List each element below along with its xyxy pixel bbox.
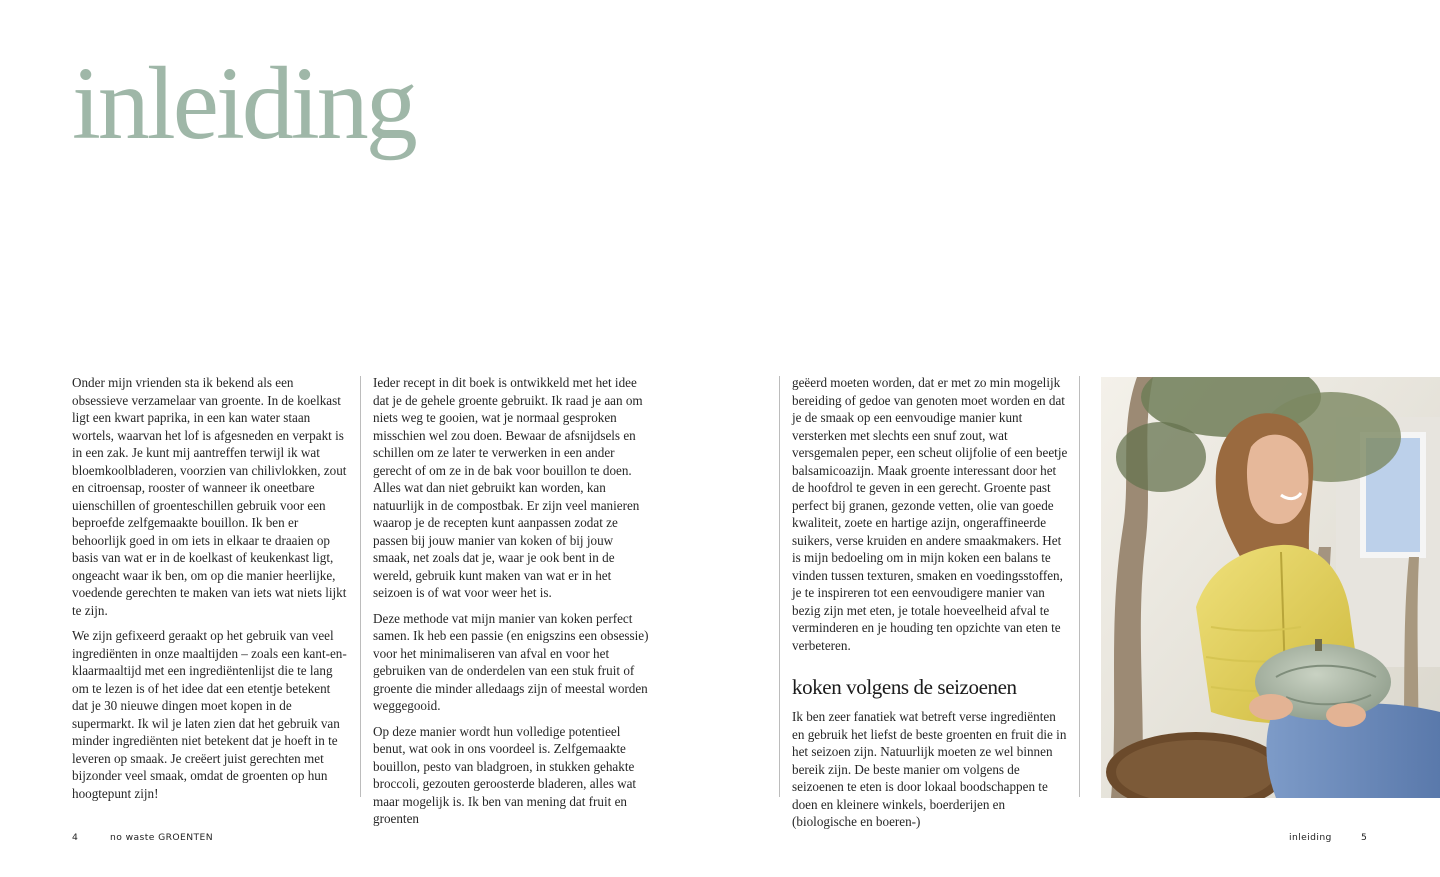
page-number-right: 5 <box>1361 832 1368 843</box>
text-column-middle <box>373 374 649 836</box>
body-paragraph: Onder mijn vrienden sta ik bekend als een obsessieve verzamelaar van groente. In de koelkast ligt een kwart paprika, in een kan water staan wortels, waarvan het lof is afgesneden en verpakt is in een zak. Je kunt mij aantreffen terwijl ik wat bloemkoolbladeren, voorzien van chilivlokken, zout en citroensap, rooster of wanneer ik oneetbare uienschillen of groenteschillen gebruik voor een beproefde zelfgemaakte bouillon. Ik ben er behoorlijk goed in om iets in elkaar te draaien op basis van wat er in de koelkast of keukenkast ligt, ongeacht waar ik ben, om op die manier heerlijke, voedende gerechten te maken van iets wat niets lijkt te zijn. <box>72 375 347 618</box>
body-paragraph: geëerd moeten worden, dat er met zo min mogelijk bereiding of gedoe van genoten moet worden en dat je de smaak op een eenvoudige manier kunt versterken met slechts een snuf zout, wat versgemalen peper, een scheut olijfolie of een beetje balsamicoazijn. Maak groente interessant door het de hoofdrol te geven in een gerecht. Groente past perfect bij granen, gezonde vetten, olie van goede kwaliteit, zoete en hartige azijn, ongeraffineerde suikers, verse kruiden en andere smaakmakers. Het is mijn bedoeling om in mijn koken een balans te vinden tussen texturen, smaken en voedingsstoffen, je te inspireren tot een eenvoudigere manier van bezig zijn met eten, je totale hoeveelheid afval te verminderen en je houding ten opzichte van eten te verbeteren. <box>792 375 1068 653</box>
text-column-left <box>72 374 347 810</box>
running-title-left: no waste GROENTEN <box>110 832 213 843</box>
column-divider <box>1079 376 1080 797</box>
column-divider <box>779 376 780 797</box>
author-photo <box>1101 377 1440 798</box>
section-heading: koken volgens de seizoenen <box>792 675 1017 699</box>
body-paragraph: Op deze manier wordt hun volledige potentieel benut, wat ook in ons voordeel is. Zelfgemaakte bouillon, pesto van bladgroen, in stukken gehakte broccoli, gezouten geroosterde bladeren, alles wat maar mogelijk is. Ik ben van mening dat fruit en groenten <box>373 723 637 826</box>
body-paragraph: Deze methode vat mijn manier van koken perfect samen. Ik heb een passie (en enigszins een obsessie) voor het minimaliseren van afval en voor het gebruiken van de onderdelen van een stuk fruit of groente die minder alledaags zijn of meestal worden weggegooid. <box>373 610 649 713</box>
page-number-left: 4 <box>72 832 79 843</box>
body-paragraph: Ieder recept in dit boek is ontwikkeld met het idee dat je de gehele groente gebruikt. Ik raad je aan om niets weg te gooien, wat je normaal gesproken misschien wel zou doen. Bewaar de afsnijdsels en schillen om ze later te verwerken in een ander gerecht of om ze in de bak voor bouillon te doen. Alles wat dan niet gebruikt kan worden, kan natuurlijk in de compostbak. Er zijn veel manieren waarop je de recepten kunt aanpassen zodat ze passen bij jouw manier van koken of bij jouw smaak, net zoals dat je, waar je ook bent in de wereld, gebruik kunt maken van wat er in het seizoen is of wat voor weer het is. <box>373 375 643 600</box>
column-divider <box>360 376 361 797</box>
body-paragraph: We zijn gefixeerd geraakt op het gebruik van veel ingrediënten in onze maaltijden – zoals een kant-en-klaarmaaltijd met een ingrediëntenlijst die te lang om te lezen is of het idee dat een etentje betekent dat je 30 nieuwe dingen moet kopen in de supermarkt. Ik wil je laten zien dat het gebruik van minder ingrediënten niet betekent dat je hoeft in te leveren op smaak. Je creëert juist gerechten met bijzonder veel smaak, omdat de groenten op hun hoogtepunt zijn! <box>72 628 347 801</box>
running-title-right: inleiding <box>1289 832 1332 843</box>
text-column-right <box>792 374 1068 839</box>
body-paragraph: Ik ben zeer fanatiek wat betreft verse ingrediënten en gebruik het liefst de beste groenten en fruit die in het seizoen zijn. Natuurlijk moeten ze wel binnen bereik zijn. De beste manier om volgens de seizoenen te eten is door lokaal boodschappen te doen en kleinere winkels, boerderijen en (biologische en boeren-) <box>792 709 1067 829</box>
chapter-title: inleiding <box>72 46 415 161</box>
